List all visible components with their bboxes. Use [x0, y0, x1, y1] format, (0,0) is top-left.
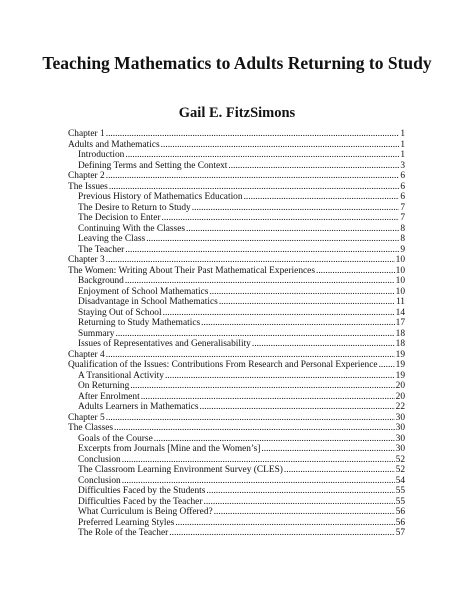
toc-entry-label: Background: [78, 276, 124, 286]
toc-page-number: 9: [400, 244, 405, 255]
toc-page-number: 55: [395, 496, 405, 507]
toc-subentry[interactable]: [68, 497, 405, 508]
toc-subentry[interactable]: [68, 245, 405, 256]
toc-dot-leader: [252, 339, 395, 350]
toc-dot-leader: [163, 308, 395, 319]
toc-page-number: 30: [395, 412, 405, 423]
toc-dot-leader: [106, 413, 395, 424]
toc-dot-leader: [125, 245, 399, 256]
toc-page-number: 20: [395, 391, 405, 402]
toc-page-number: 14: [395, 307, 405, 318]
toc-subentry[interactable]: [68, 528, 405, 539]
toc-dot-leader: [201, 318, 395, 329]
toc-subentry[interactable]: [68, 444, 405, 455]
toc-entry-label: The Teacher: [78, 244, 125, 255]
document-author: Gail E. FitzSimons: [178, 105, 296, 121]
toc-dot-leader: [165, 371, 395, 382]
toc-page-number: 11: [395, 297, 405, 307]
toc-entry-label: The Decision to Enter: [78, 213, 161, 223]
toc-entry-label: Excerpts from Journals [Mine and the Women’s]: [78, 444, 261, 454]
toc-page-number: 10: [395, 276, 405, 286]
toc-page-number: 54: [395, 475, 405, 486]
toc-dot-leader: [106, 350, 395, 361]
toc-entry[interactable]: [68, 129, 405, 140]
toc-subentry[interactable]: [68, 507, 405, 518]
toc-page-number: 56: [395, 507, 405, 517]
toc-subentry[interactable]: [68, 518, 405, 529]
toc-dot-leader: [161, 140, 400, 151]
toc-subentry[interactable]: [68, 339, 405, 350]
toc-subentry[interactable]: [68, 371, 405, 382]
toc-entry-label: Difficulties Faced by the Students: [78, 486, 206, 496]
toc-dot-leader: [106, 171, 400, 182]
toc-entry-label: Summary: [78, 328, 115, 339]
toc-subentry[interactable]: [68, 297, 405, 308]
toc-page-number: 19: [395, 349, 405, 360]
toc-dot-leader: [203, 497, 394, 508]
toc-page-number: 1: [400, 150, 405, 160]
toc-dot-leader: [200, 402, 395, 413]
toc-page-number: 10: [395, 265, 405, 276]
toc-entry[interactable]: [68, 266, 405, 277]
toc-page-number: 56: [395, 517, 405, 528]
toc-entry-label: Enjoyment of School Mathematics: [78, 286, 209, 297]
toc-entry-label: Qualification of the Issues: Contributions From Research and Personal Experience: [68, 360, 378, 370]
toc-dot-leader: [122, 455, 395, 466]
toc-page-number: 22: [395, 402, 405, 412]
toc-entry-label: The Role of the Teacher: [78, 528, 169, 538]
toc-entry-label: The Women: Writing About Their Past Mathematical Experiences: [68, 265, 315, 276]
toc-entry-label: Returning to Study Mathematics: [78, 318, 201, 328]
toc-entry-label: What Curriculum is Being Offered?: [78, 507, 213, 517]
toc-page-number: 57: [395, 528, 405, 538]
table-of-contents: [68, 129, 405, 539]
toc-subentry[interactable]: [68, 287, 405, 298]
toc-page-number: 18: [395, 328, 405, 339]
toc-entry[interactable]: [68, 360, 405, 371]
toc-subentry[interactable]: [68, 192, 405, 203]
toc-dot-leader: [141, 392, 395, 403]
toc-entry-label: Chapter 3: [68, 255, 105, 265]
toc-entry[interactable]: [68, 413, 405, 424]
toc-entry[interactable]: [68, 423, 405, 434]
toc-page-number: 17: [395, 318, 405, 328]
toc-subentry[interactable]: [68, 203, 405, 214]
toc-page-number: 19: [395, 370, 405, 381]
toc-page-number: 6: [400, 171, 405, 181]
toc-dot-leader: [244, 192, 400, 203]
toc-subentry[interactable]: [68, 455, 405, 466]
toc-entry-label: Difficulties Faced by the Teacher: [78, 496, 203, 507]
toc-entry[interactable]: [68, 171, 405, 182]
toc-page-number: 3: [400, 160, 405, 171]
toc-entry-label: Chapter 5: [68, 412, 105, 423]
toc-page-number: 1: [400, 129, 405, 139]
toc-page-number: 18: [395, 339, 405, 349]
toc-page-number: 8: [400, 234, 405, 244]
toc-dot-leader: [169, 528, 394, 539]
toc-entry[interactable]: [68, 140, 405, 151]
toc-dot-leader: [261, 444, 394, 455]
toc-dot-leader: [316, 266, 395, 277]
toc-entry-label: Chapter 1: [68, 129, 105, 139]
toc-page-number: 52: [395, 454, 405, 465]
toc-subentry[interactable]: [68, 465, 405, 476]
toc-entry-label: Adults Learners in Mathematics: [78, 402, 199, 412]
toc-entry-label: Conclusion: [78, 454, 121, 465]
toc-page-number: 7: [400, 213, 405, 223]
toc-subentry[interactable]: [68, 381, 405, 392]
toc-page-number: 52: [395, 465, 405, 475]
toc-dot-leader: [106, 255, 395, 266]
toc-dot-leader: [125, 150, 399, 161]
toc-dot-leader: [228, 161, 399, 172]
toc-dot-leader: [284, 465, 395, 476]
toc-dot-leader: [106, 129, 400, 140]
toc-dot-leader: [109, 182, 399, 193]
toc-entry-label: The Issues: [68, 181, 108, 192]
toc-dot-leader: [130, 381, 394, 392]
toc-subentry[interactable]: [68, 318, 405, 329]
toc-subentry[interactable]: [68, 308, 405, 319]
toc-page-number: 1: [400, 139, 405, 150]
toc-entry-label: The Classes: [68, 423, 114, 433]
toc-page-number: 7: [400, 202, 405, 213]
document-title: Teaching Mathematics to Adults Returning to Study: [42, 53, 432, 73]
toc-subentry[interactable]: [68, 150, 405, 161]
toc-entry-label: Chapter 4: [68, 349, 105, 360]
toc-entry-label: Introduction: [78, 150, 125, 160]
toc-entry-label: Preferred Learning Styles: [78, 517, 175, 528]
toc-dot-leader: [206, 486, 394, 497]
toc-subentry[interactable]: [68, 402, 405, 413]
toc-entry-label: Conclusion: [78, 475, 121, 486]
toc-entry-label: On Returning: [78, 381, 130, 391]
toc-entry-label: After Enrolment: [78, 391, 140, 402]
toc-dot-leader: [122, 476, 395, 487]
toc-subentry[interactable]: [68, 476, 405, 487]
toc-subentry[interactable]: [68, 486, 405, 497]
toc-entry-label: Chapter 2: [68, 171, 105, 181]
toc-dot-leader: [154, 434, 395, 445]
toc-dot-leader: [219, 297, 395, 308]
toc-dot-leader: [379, 360, 395, 371]
toc-subentry[interactable]: [68, 434, 405, 445]
toc-page-number: 20: [395, 381, 405, 391]
toc-page-number: 6: [400, 192, 405, 202]
toc-entry-label: Issues of Representatives and Generalisability: [78, 339, 251, 349]
toc-entry-label: Staying Out of School: [78, 307, 162, 318]
toc-page-number: 30: [395, 444, 405, 454]
toc-page-number: 30: [395, 423, 405, 433]
toc-entry-label: The Classroom Learning Environment Survey (CLES): [78, 465, 283, 475]
toc-entry-label: Leaving the Class: [78, 234, 146, 244]
toc-page-number: 6: [400, 181, 405, 192]
toc-entry-label: Continuing With the Classes: [78, 223, 186, 234]
toc-dot-leader: [162, 213, 400, 224]
toc-entry-label: The Desire to Return to Study: [78, 202, 191, 213]
toc-dot-leader: [125, 276, 395, 287]
toc-dot-leader: [214, 507, 395, 518]
toc-entry-label: Disadvantage in School Mathematics: [78, 297, 218, 307]
toc-entry[interactable]: [68, 255, 405, 266]
toc-page-number: 8: [400, 223, 405, 234]
toc-page-number: 10: [395, 255, 405, 265]
toc-page-number: 10: [395, 286, 405, 297]
toc-subentry[interactable]: [68, 329, 405, 340]
toc-entry[interactable]: [68, 182, 405, 193]
toc-dot-leader: [209, 287, 394, 298]
toc-page-number: 55: [395, 486, 405, 496]
toc-page-number: 19: [395, 360, 405, 370]
toc-entry[interactable]: [68, 350, 405, 361]
toc-dot-leader: [115, 329, 394, 340]
toc-dot-leader: [186, 224, 399, 235]
toc-page-number: 30: [395, 433, 405, 444]
toc-subentry[interactable]: [68, 161, 405, 172]
toc-subentry[interactable]: [68, 276, 405, 287]
toc-dot-leader: [175, 518, 394, 529]
toc-subentry[interactable]: [68, 234, 405, 245]
toc-entry-label: Defining Terms and Setting the Context: [78, 160, 228, 171]
toc-entry-label: A Transitional Activity: [78, 370, 164, 381]
toc-dot-leader: [192, 203, 400, 214]
toc-dot-leader: [146, 234, 399, 245]
toc-entry-label: Adults and Mathematics: [68, 139, 160, 150]
toc-entry-label: Goals of the Course: [78, 433, 153, 444]
toc-dot-leader: [114, 423, 395, 434]
toc-subentry[interactable]: [68, 224, 405, 235]
toc-subentry[interactable]: [68, 392, 405, 403]
toc-subentry[interactable]: [68, 213, 405, 224]
toc-entry-label: Previous History of Mathematics Education: [78, 192, 243, 202]
